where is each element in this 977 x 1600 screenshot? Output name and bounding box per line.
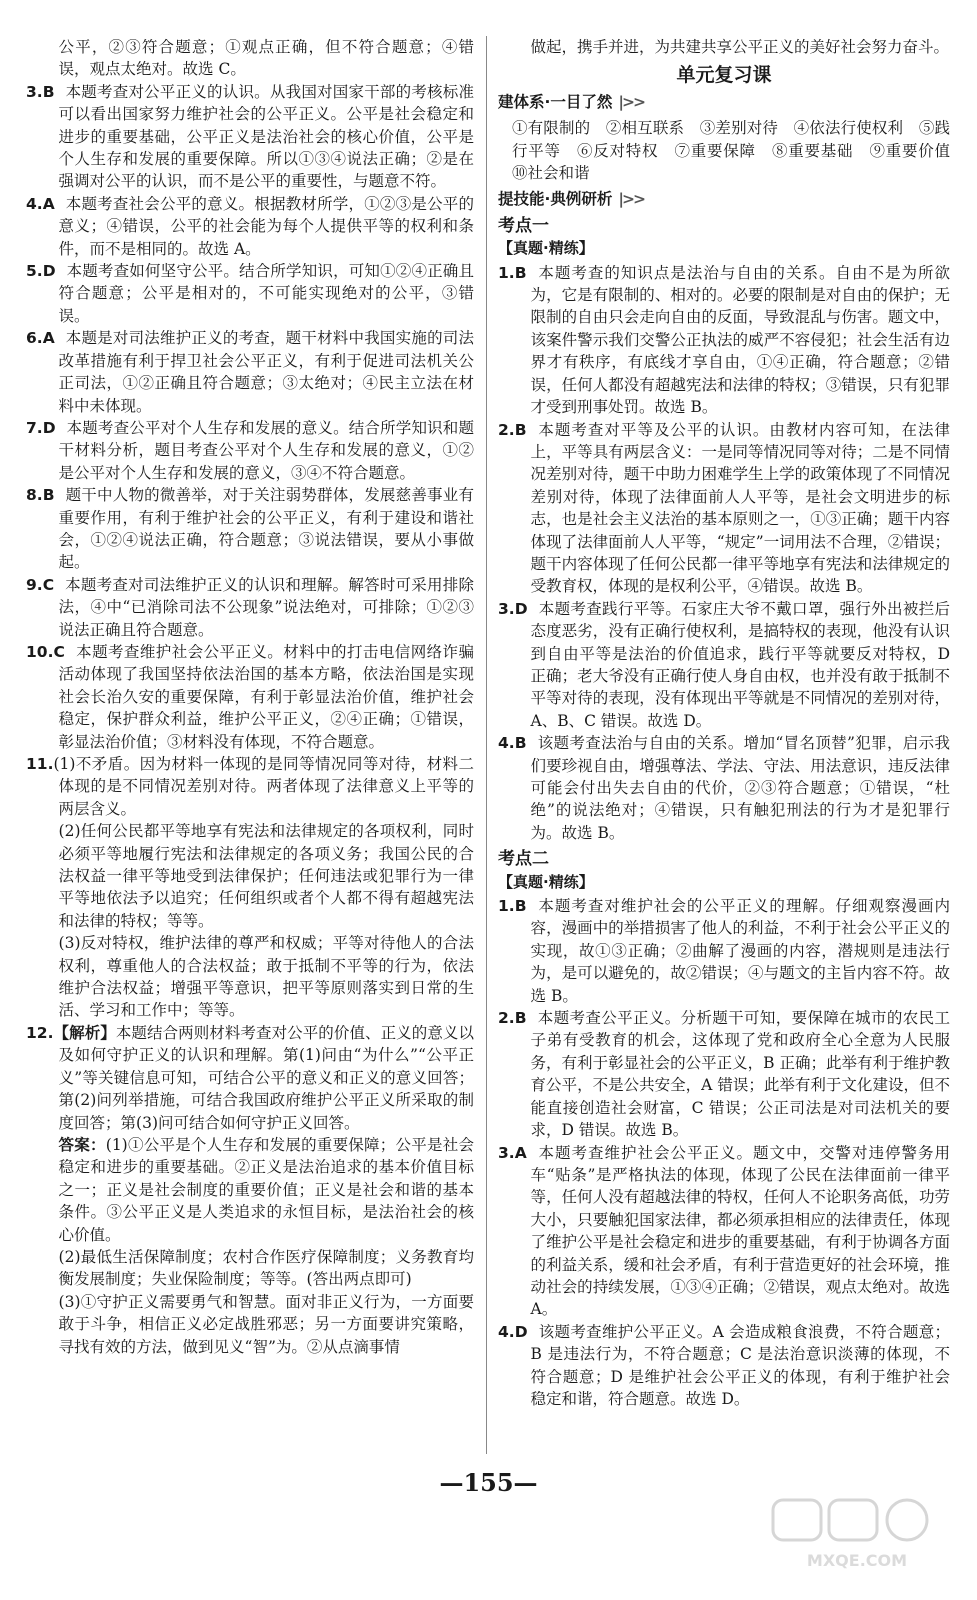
item-number: 8.	[26, 486, 43, 505]
item-number: 9.	[26, 575, 43, 594]
item-number: 3.	[498, 599, 515, 618]
answer-item	[498, 419, 950, 598]
answer-item	[26, 753, 474, 820]
left-column	[26, 36, 474, 1358]
item-text: (2)最低生活保障制度；农村合作医疗保障制度；义务教育均衡发展制度；失业保险制度；等等。(答出两点即可)	[58, 1247, 474, 1289]
item-number: 3.	[26, 82, 43, 101]
item-answer-letter: D	[42, 418, 56, 437]
item-number: 3.	[498, 1143, 515, 1162]
kaodian-2-items	[498, 895, 950, 1410]
item-answer-letter: D	[42, 262, 56, 281]
arrows-icon: |>>	[618, 92, 645, 111]
system-answer-list: ①有限制的 ②相互联系 ③差别对待 ④依法行使权利 ⑤践行平等 ⑥反对特权 ⑦重要保障 ⑧重要基础 ⑨重要价值 ⑩社会和谐	[512, 119, 966, 183]
answer-item	[498, 895, 950, 1007]
item-number: 2.	[498, 1009, 515, 1028]
item-answer-letter: B	[514, 263, 527, 282]
item-answer-letter: D	[514, 599, 528, 618]
right-top-text	[498, 36, 950, 58]
item-answer-letter: B	[514, 897, 527, 916]
item-number: 1.	[498, 897, 515, 916]
item-answer-letter: B	[514, 734, 527, 753]
item-text: 本题考查维护社会公平正义。题文中，交警对违停警务用车“贴条”是严格执法的体现，体现了公民在法律面前一律平等，任何人没有超越法律的特权，任何人不论职务高低，功劳大小，只要触犯国家法律，都必须承担相应的法律责任，体现了维护公平是社会稳定和进步的重要基础，有利于协调各方面的利益关系，缓和社会矛盾，有利于营造更好的社会环境，推动社会的持续发展，①③④正确；②错误，观点太绝对。故选 A。	[530, 1143, 950, 1319]
item-answer-letter: C	[53, 642, 65, 661]
item-number: 10.	[26, 642, 54, 661]
item-answer-letter: A	[42, 329, 55, 348]
answer-item	[26, 193, 474, 260]
item-text: 本题考查对平等及公平的认识。由教材内容可知，在法律上，平等具有两层含义：一是同等情况同等对待；二是不同情况差别对待，题干中助力困难学生上学的政策体现了不同情况差别对待，体现了法律面前人人平等，是社会文明进步的标志，也是社会主义法治的基本原则之一，①③正确；题干内容体现了法律面前人人平等，“规定”一词用法不合理，②错误；题干内容体现了任何公民都一律平等地享有宪法和法律规定的受教育权，体现的是权利公平，④错误。故选 B。	[530, 420, 950, 596]
item-text: 本题考查公平正义。分析题干可知，要保障在城市的农民工子弟有受教育的机会，这体现了党和政府全心全意为人民服务，有利于彰显社会的公平正义，B 正确；此举有利于维护教育公平，不是公共安全，A 错误；此举有利于文化建设，但不能直接创造社会财富，C 错误；公正司法是对司法机关的要求，D 错误。故选 B。	[530, 1009, 950, 1140]
answer-item	[498, 732, 950, 844]
item-text: 该题考查法治与自由的关系。增加“冒名顶替”犯罪，启示我们要珍视自由，增强尊法、学法、守法、用法意识，违反法律可能会付出失去自由的代价，②③符合题意；①错误，“杜绝”的说法绝对；④错误，只有触犯刑法的行为才是犯罪行为。故选 B。	[530, 734, 950, 842]
kaodian-2-title: 考点二	[498, 849, 549, 870]
item-text: 公平，②③符合题意；①观点正确，但不符合题意；④错误，观点太绝对。故选 C。	[58, 38, 474, 79]
item-text: 做起，携手并进，为共建共享公平正义的美好社会努力奋斗。	[530, 38, 950, 56]
item-text: (1)不矛盾。因为材料一体现的是同等情况同等对待，材料二体现的是不同情况差别对待。两者体现了法律意义上平等的两层含义。	[53, 755, 474, 818]
page-number: —155—	[439, 1468, 538, 1497]
item-text: (2)任何公民都平等地享有宪法和法律规定的各项权利，同时必须平等地履行宪法和法律规定的各项义务；我国公民的合法权益一律平等地受到法律保护；任何违法或犯罪行为一律平等地依法予以追究；任何组织或者个人都不得有超越宪法和法律的特权；等等。	[58, 822, 474, 930]
answer-item	[26, 417, 474, 484]
item-text: (3)①守护正义需要勇气和智慧。面对非正义行为，一方面要敢于斗争，相信正义必定战胜邪恶；另一方面要讲究策略，寻找有效的方法，做到见义“智”为。②从点滴事情	[58, 1292, 474, 1356]
item-text: 本题考查社会公平的意义。根据教材所学，①②③是公平的意义；④错误，公平的社会能为每个人提供平等的权利和条件，而不是相同的。故选 A。	[58, 194, 474, 258]
item-answer-letter: A	[514, 1143, 527, 1162]
item-text: 本题考查践行平等。石家庄大爷不戴口罩，强行外出被拦后态度恶劣，没有正确行使权利，是搞特权的表现，他没有认识到自由平等是法治的价值追求，践行平等就要反对特权，D 正确；老大爷没有正确行使人身自由权，也并没有敢于抵制不平等对待的表现，没有体现出平等就是不同情况的差别对待，A、B、C 错误。故选 D。	[530, 599, 950, 730]
zhenti-1-label: 【真题·精练】	[498, 239, 594, 258]
item-text: 本题考查公平对个人生存和发展的意义。结合所学知识和题干材料分析，题目考查公平对个人生存和发展的意义，①②是公平对个人生存和发展的意义，③④不符合题意。	[58, 418, 474, 482]
section-title: 单元复习课	[676, 64, 772, 87]
item-answer-letter: B	[514, 420, 527, 439]
item-text: 题干中人物的微善举，对于关注弱势群体，发展慈善事业有重要作用，有利于维护社会的公平正义，有利于建设和谐社会，①②④说法正确，符合题意；③说法错误，要从小事做起。	[58, 486, 474, 572]
build-system-heading	[498, 91, 950, 113]
answer-item	[498, 1142, 950, 1321]
skill-heading	[498, 188, 950, 210]
item-number: 11.	[26, 755, 54, 773]
column-divider	[486, 36, 487, 1454]
item-number: 7.	[26, 418, 43, 437]
skill-heading-label: 提技能·典例研析	[498, 190, 613, 209]
answer-item	[26, 484, 474, 574]
watermark-logo	[767, 1494, 947, 1574]
item-text: 本题考查的知识点是法治与自由的关系。自由不是为所欲为，它是有限制的、相对的。必要的限制是对自由的保护；无限制的自由只会走向自由的反面，导致混乱与伤害。题文中，该案件警示我们交警公正执法的威严不容侵犯；社会生活有边界才有秩序，有底线才享自由，①④正确，符合题意；②错误，任何人都没有超越宪法和法律的特权；③错误，只有犯罪才受到刑事处罚。故选 B。	[530, 263, 950, 417]
arrows-icon: |>>	[618, 190, 645, 209]
watermark-text: MXQE.COM	[806, 1551, 908, 1570]
answer-sub-paragraph	[26, 1246, 474, 1291]
item-answer-letter: B	[514, 1009, 527, 1028]
item-text: 本题考查对维护社会的公平正义的理解。仔细观察漫画内容，漫画中的举措损害了他人的利益，不利于社会公平正义的实现，故①③正确；②曲解了漫画的内容，潜规则是违法行为，是可以避免的，故②错误；④与题文的主旨内容不符。故选 B。	[530, 897, 950, 1005]
answer-item	[498, 598, 950, 732]
item-text: 本题考查如何坚守公平。结合所学知识，可知①②④正确且符合题意；公平是相对的，不可能实现绝对的公平，③错误。	[58, 262, 474, 325]
item-text: (3)反对特权，维护法律的尊严和权威；平等对待他人的合法权利，尊重他人的合法权益；敢于抵制不平等的行为，依法维护合法权益；增强平等意识，把平等原则落实到日常的生活、学习和工作中；等等。	[58, 934, 474, 1020]
item-number: 4.	[498, 734, 515, 753]
item-number: 2.	[498, 420, 515, 439]
answer-item	[498, 1007, 950, 1141]
item-number: 1.	[498, 263, 515, 282]
kaodian-1-title: 考点一	[498, 215, 549, 236]
item-text: 本题结合两则材料考查对公平的价值、正义的意义以及如何守护正义的认识和理解。第(1)问由“为什么”“公平正义”等关键信息可知，可结合公平的意义和正义的意义回答；第(2)问列举措施，可结合我国政府维护公平正义所采取的制度回答；第(3)问可结合如何守护正义回答。	[58, 1023, 474, 1132]
item-number: 6.	[26, 329, 43, 348]
answer-item	[26, 260, 474, 327]
answer-item	[498, 1321, 950, 1411]
item-answer-letter: C	[42, 575, 55, 594]
answer-sub-paragraph	[26, 1291, 474, 1358]
item-number: 5.	[26, 262, 43, 281]
continuation-paragraph	[498, 36, 950, 58]
item-answer-letter: D	[514, 1322, 528, 1341]
answer-item	[26, 574, 474, 641]
answer-item	[26, 641, 474, 753]
answer-item	[26, 327, 474, 417]
bold-lead: 【解析】	[53, 1022, 116, 1042]
item-text: 本题考查对公平正义的认识。从我国对国家干部的考核标准可以看出国家努力维护社会的公平正义。公平是社会稳定和进步的重要基础，公平正义是法治社会的核心价值，公平是个人生存和发展的重要保障。所以①③④说法正确；②是在强调对公平的认识，而不是公平的重要性，与题意不符。	[58, 82, 474, 191]
item-text: 本题是对司法维护正义的考查，题干材料中我国实施的司法改革措施有利于捍卫社会公平正义，有利于促进司法机关公正司法，①②正确且符合题意；③太绝对；④民主立法在材料中未体现。	[58, 329, 474, 415]
item-answer-letter: B	[42, 82, 55, 101]
item-number: 4.	[26, 194, 43, 213]
item-text: 本题考查对司法维护正义的认识和理解。解答时可采用排除法，④中“已消除司法不公现象”说法绝对，可排除；①②③说法正确且符合题意。	[58, 575, 474, 639]
bold-lead: 答案：	[58, 1134, 106, 1154]
right-column	[498, 36, 966, 1410]
answer-sub-paragraph	[26, 1134, 474, 1246]
kaodian-1-items	[498, 262, 950, 845]
answer-item	[26, 1022, 474, 1134]
item-text: 本题考查维护社会公平正义。材料中的打击电信网络诈骗活动体现了我国坚持依法治国的基本方略，依法治国是实现社会长治久安的重要保障，有利于彰显法治价值，维护社会稳定，保护群众利益，维护公平正义，②④正确；①错误，彰显法治价值；③材料没有体现，不符合题意。	[58, 642, 474, 751]
item-text: (1)①公平是个人生存和发展的重要保障；公平是社会稳定和进步的重要基础。②正义是法治追求的基本价值目标之一；正义是社会制度的重要价值；正义是社会和谐的基本条件。③公平正义是人类追求的永恒目标，是法治社会的核心价值。	[58, 1135, 474, 1244]
answer-item	[26, 81, 474, 193]
continuation-paragraph	[26, 36, 474, 81]
item-text: 该题考查维护公平正义。A 会造成粮食浪费，不符合题意；B 是违法行为，不符合题意；C 是法治意识淡薄的体现，不符合题意；D 是维护社会公平正义的体现，有利于维护社会稳定和谐，符合题意。故选 D。	[530, 1322, 950, 1408]
build-system-label: 建体系·一目了然	[498, 92, 613, 111]
answer-item	[498, 262, 950, 419]
zhenti-2-label: 【真题·精练】	[498, 872, 594, 891]
answer-sub-paragraph	[26, 820, 474, 932]
item-number: 12.	[26, 1023, 54, 1042]
answer-sub-paragraph	[26, 932, 474, 1022]
item-answer-letter: A	[42, 194, 55, 213]
item-answer-letter: B	[42, 486, 55, 505]
item-number: 4.	[498, 1322, 515, 1341]
